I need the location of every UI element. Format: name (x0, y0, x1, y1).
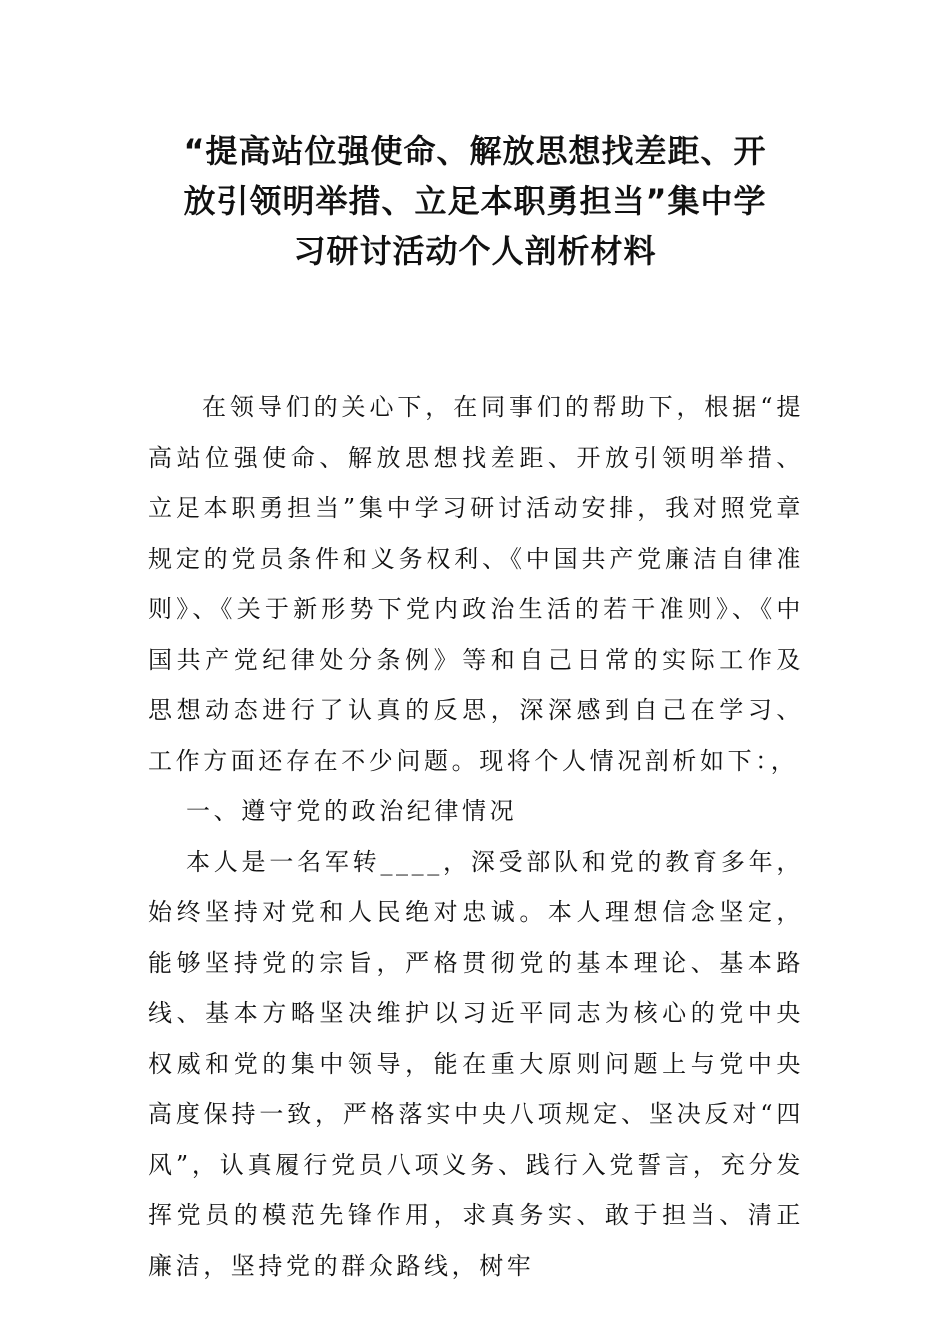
section-heading-1: 一、遵守党的政治纪律情况 (186, 797, 518, 825)
section-paragraph-1: 本人是一名军转____，深受部队和党的教育多年，始终坚持对党和人民绝对忠诚。本人理想信念坚定，能够坚持党的宗旨，严格贯彻党的基本理论、基本路线、基本方略坚决维护以习近平同志为核心的党中央权威和党的集中领导，能在重大原则问题上与党中央高度保持一致，严格落实中央八项规定、坚决反对“四风”，认真履行党员八项义务、践行入党誓言，充分发挥党员的模范先锋作用，求真务实、敢于担当、清正廉洁，坚持党的群众路线，树牢 (148, 847, 804, 1280)
document-title (150, 126, 800, 276)
document-body (148, 382, 804, 1291)
title-line-1: “提高站位强使命、解放思想找差距、开 (183, 132, 767, 170)
title-line-2: 放引领明举措、立足本职勇担当”集中学 (183, 182, 767, 220)
title-line-3: 习研讨活动个人剖析材料 (293, 232, 657, 270)
intro-paragraph: 在领导们的关心下，在同事们的帮助下，根据“提高站位强使命、解放思想找差距、开放引领明举措、立足本职勇担当”集中学习研讨活动安排，我对照党章规定的党员条件和义务权利、《中国共产党廉洁自律准则》、《关于新形势下党内政治生活的若干准则》、《中国共产党纪律处分条例》等和自己日常的实际工作及思想动态进行了认真的反思，深深感到自己在学习、工作方面还存在不少问题。现将个人情况剖析如下：， (148, 393, 804, 775)
